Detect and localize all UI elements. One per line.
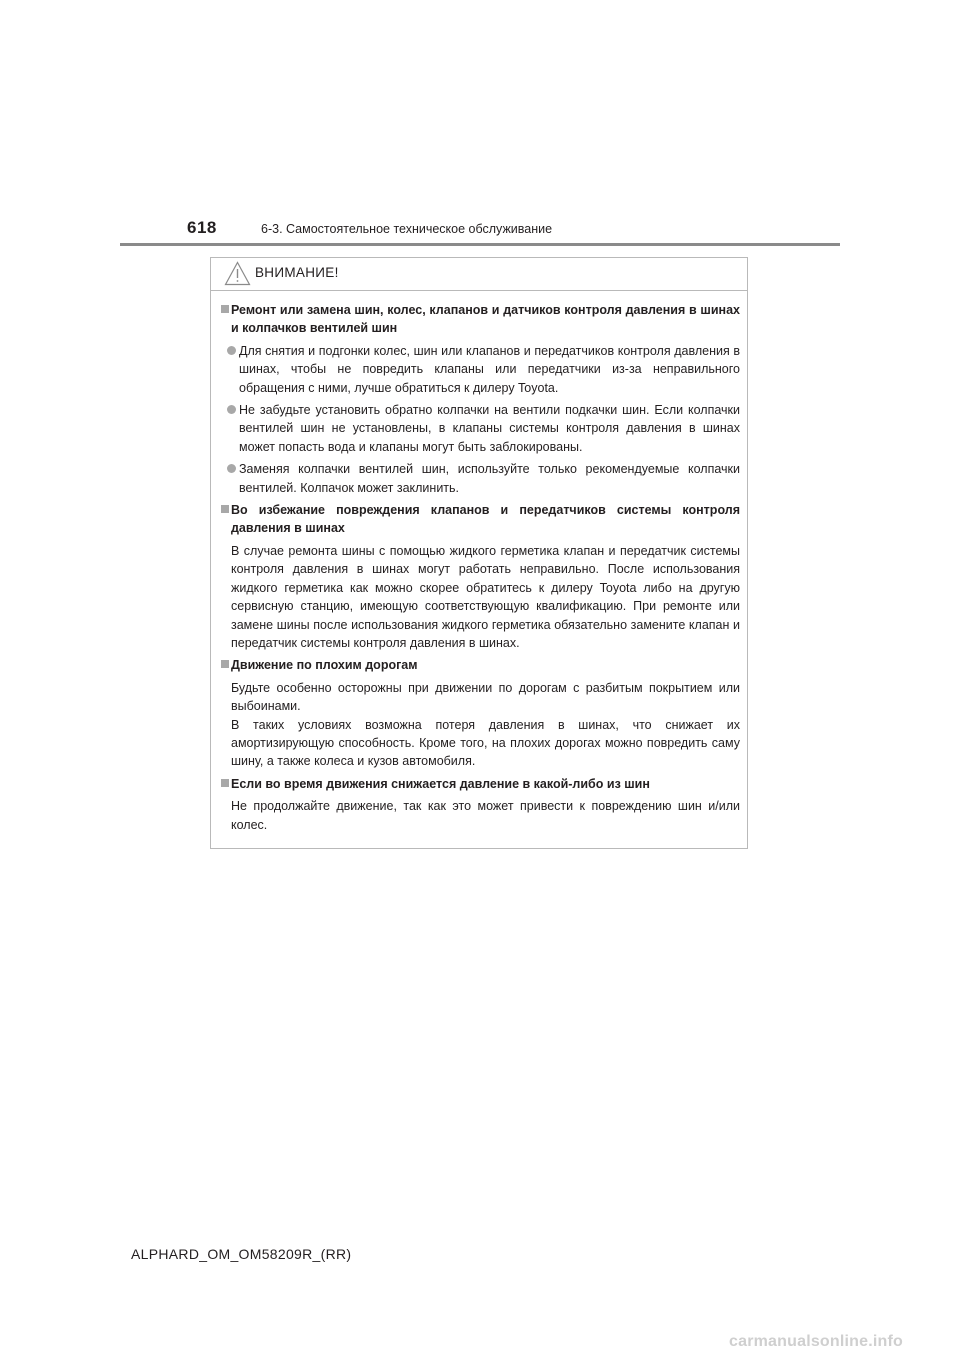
list-item-text: Для снятия и подгонки колес, шин или клапанов и передатчиков контроля давления в шинах, чтобы не повредить клапаны или передатчики из-за неправильного обращения с ними, лучше обратиться к дилеру Toyota.	[239, 343, 740, 395]
warning-body	[211, 291, 747, 834]
section-paragraph: Не продолжайте движение, так как это может привести к повреждению шин и/или колес.	[231, 799, 740, 832]
square-bullet-icon	[221, 660, 229, 668]
warning-header	[211, 258, 747, 291]
section-heading-text: Ремонт или замена шин, колес, клапанов и датчиков контроля давления в шинах и колпачков вентилей шин	[231, 303, 740, 336]
page-header	[0, 0, 960, 250]
warning-section-bad-roads	[221, 656, 740, 770]
list-item	[221, 401, 740, 456]
square-bullet-icon	[221, 779, 229, 787]
watermark: carmanualsonline.info	[729, 1333, 904, 1350]
warning-section-pressure-drop	[221, 775, 740, 834]
list-item	[221, 460, 740, 497]
section-heading-text: Во избежание повреждения клапанов и передатчиков системы контроля давления в шинах	[231, 503, 740, 536]
section-title: 6-3. Самостоятельное техническое обслуживание	[261, 222, 553, 236]
section-heading	[221, 656, 740, 674]
document-code: ALPHARD_OM_OM58209R_(RR)	[131, 1246, 352, 1262]
round-bullet-icon	[227, 346, 236, 355]
warning-box	[210, 257, 748, 849]
section-heading-text: Если во время движения снижается давление в какой-либо из шин	[231, 776, 650, 791]
square-bullet-icon	[221, 305, 229, 313]
section-paragraph: Будьте особенно осторожны при движении по дорогам с разбитым покрытием или выбоинами.	[231, 680, 740, 714]
round-bullet-icon	[227, 464, 236, 473]
section-heading	[221, 301, 740, 338]
round-bullet-icon	[227, 405, 236, 414]
warning-section-tire-repair	[221, 301, 740, 497]
list-item	[221, 342, 740, 397]
section-paragraph: В случае ремонта шины с помощью жидкого герметика клапан и передатчик системы контроля давления в шинах могут работать неправильно. После использования жидкого герметика как можно скорее обратитесь к дилеру Toyota либо на другую сервисную станцию, имеющую соответствующую квалификацию. При ремонте или замене шины после использования жидкого герметика обязательно замените клапан и передатчик системы контроля давления в шинах.	[231, 543, 740, 650]
warning-section-sealant	[221, 501, 740, 652]
square-bullet-icon	[221, 505, 229, 513]
page-number: 618	[187, 218, 217, 237]
section-paragraph: В таких условиях возможна потеря давления в шинах, что снижает их амортизирующую способность. Кроме того, на плохих дорогах можно повредить саму шину, а также колеса и кузов автомобиля.	[231, 717, 740, 769]
section-heading-text: Движение по плохим дорогам	[231, 658, 418, 673]
header-rule	[120, 243, 840, 246]
warning-title: ВНИМАНИЕ!	[255, 265, 339, 280]
warning-triangle-icon	[224, 261, 251, 286]
section-heading	[221, 775, 740, 793]
list-item-text: Заменяя колпачки вентилей шин, используйте только рекомендуемые колпачки вентилей. Колпачок может заклинить.	[239, 462, 740, 495]
section-heading	[221, 501, 740, 538]
list-item-text: Не забудьте установить обратно колпачки на вентили подкачки шин. Если колпачки вентилей шин не установлены, в клапаны системы контроля давления в шинах может попасть вода и клапаны могут быть заблокированы.	[239, 403, 740, 454]
